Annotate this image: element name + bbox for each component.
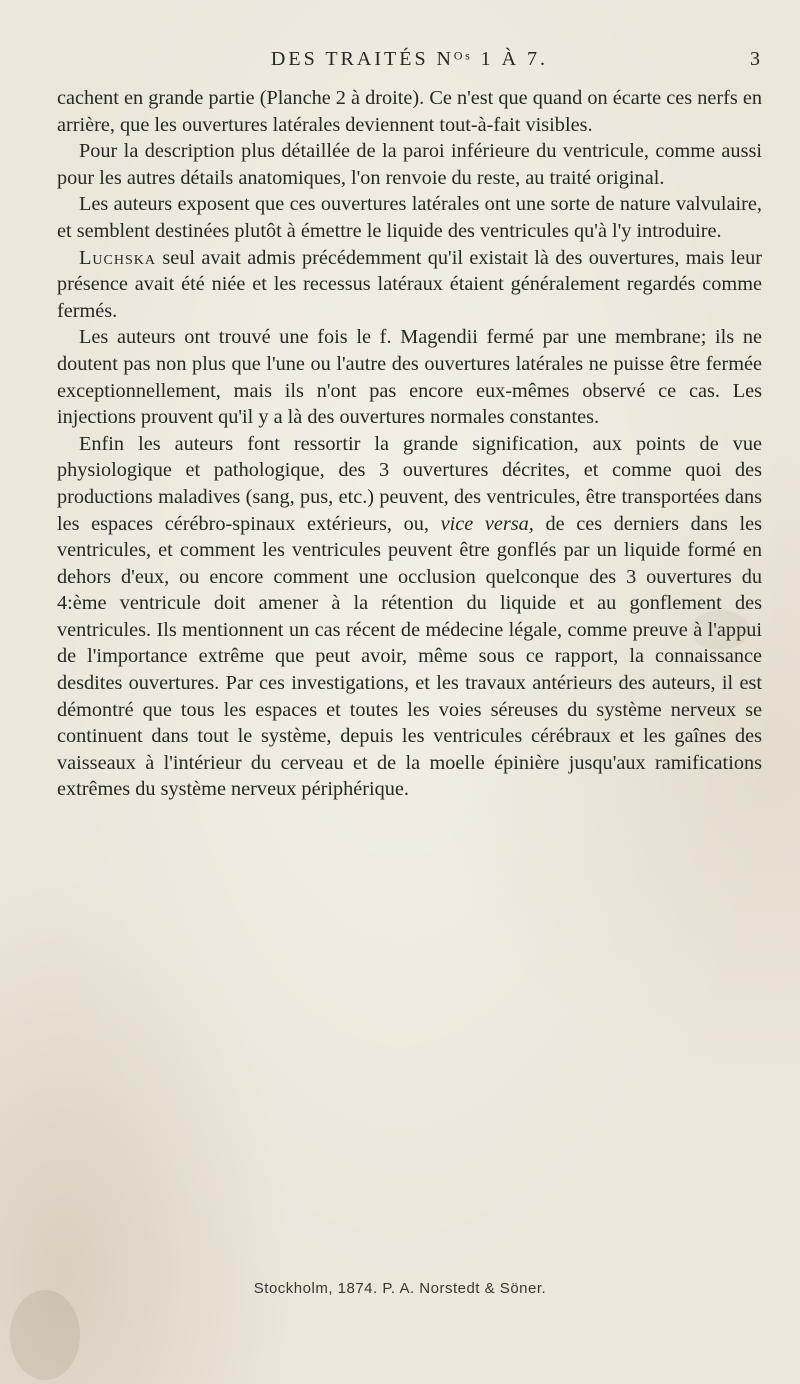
paragraph-4: [57, 245, 762, 325]
paragraph-text: Pour la description plus détaillée de la paroi inférieure du ventricule, comme aussi pour les autres détails anatomiques, l'on renvoie du reste, au traité original.: [57, 140, 762, 189]
paragraph-1: [57, 85, 762, 138]
paragraph-3: [57, 191, 762, 244]
printer-imprint: Stockholm, 1874. P. A. Norstedt & Söner.: [253, 1280, 547, 1297]
paper-stain: [10, 1290, 80, 1380]
paragraph-2: [57, 138, 762, 191]
running-title: DES TRAITÉS Nᴼˢ 1 À 7.: [270, 48, 549, 70]
paragraph-text: seul avait admis précédemment qu'il existait là des ouvertures, mais leur présence avait été niée et les recessus latéraux étaient généralement regardés comme fermés.: [57, 246, 762, 322]
paragraph-6: [57, 431, 762, 803]
paragraph-text: Les auteurs exposent que ces ouvertures latérales ont une sorte de nature valvulaire, et semblent destinées plutôt à émettre le liquide des ventricules qu'à l'y introduire.: [57, 193, 762, 242]
paragraph-text: de ces derniers dans les ventricules, et comment les ventricules peuvent être gonflés par un liquide formé en dehors d'eux, ou encore comment une occlusion quelconque des 3 ouvertures du 4:ème ventricule doit amener à la rétention du liquide et au gonflement des ventricules. Ils mentionnent un cas récent de médecine légale, comme preuve à l'appui de l'importance extrême que peut avoir, même sous ce rapport, la connaissance desdites ouvertures. Par ces investigations, et les travaux antérieurs des auteurs, il est démontré que tous les espaces et toutes les voies séreuses du système nerveux se continuent dans tout le système, depuis les ventricules cérébraux et les gaînes des vaisseaux à l'intérieur du cerveau et de la moelle épinière jusqu'aux ramifications extrêmes du système nerveux périphérique.: [57, 512, 762, 801]
paragraph-text: cachent en grande partie (Planche 2 à droite). Ce n'est que quand on écarte ces nerfs en arrière, que les ouvertures latérales deviennent tout-à-fait visibles.: [57, 87, 762, 136]
page-number: 3: [750, 48, 762, 70]
paragraph-5: [57, 324, 762, 430]
paragraph-text: Enfin les auteurs font ressortir la grande signification, aux points de vue physiologique et pathologique, des 3 ouvertures décrites, et comme quoi des productions maladives (sang, pus, etc.) peuvent, des ventricules, être transportées dans les espaces cérébro-spinaux extérieurs, ou,: [57, 432, 762, 535]
paragraph-text: Les auteurs ont trouvé une fois le f. Magendii fermé par une membrane; ils ne doutent pas non plus que l'une ou l'autre des ouvertures latérales ne puisse être fermée exceptionnellement, mais ils n'ont pas encore eux-mêmes observé ce cas. Les injections prouvent qu'il y a là des ouvertures normales constantes.: [57, 326, 762, 429]
running-header: [57, 48, 762, 76]
latin-phrase: vice versa,: [440, 512, 534, 535]
body-text: [57, 85, 762, 803]
author-name: Luchska: [79, 246, 156, 269]
